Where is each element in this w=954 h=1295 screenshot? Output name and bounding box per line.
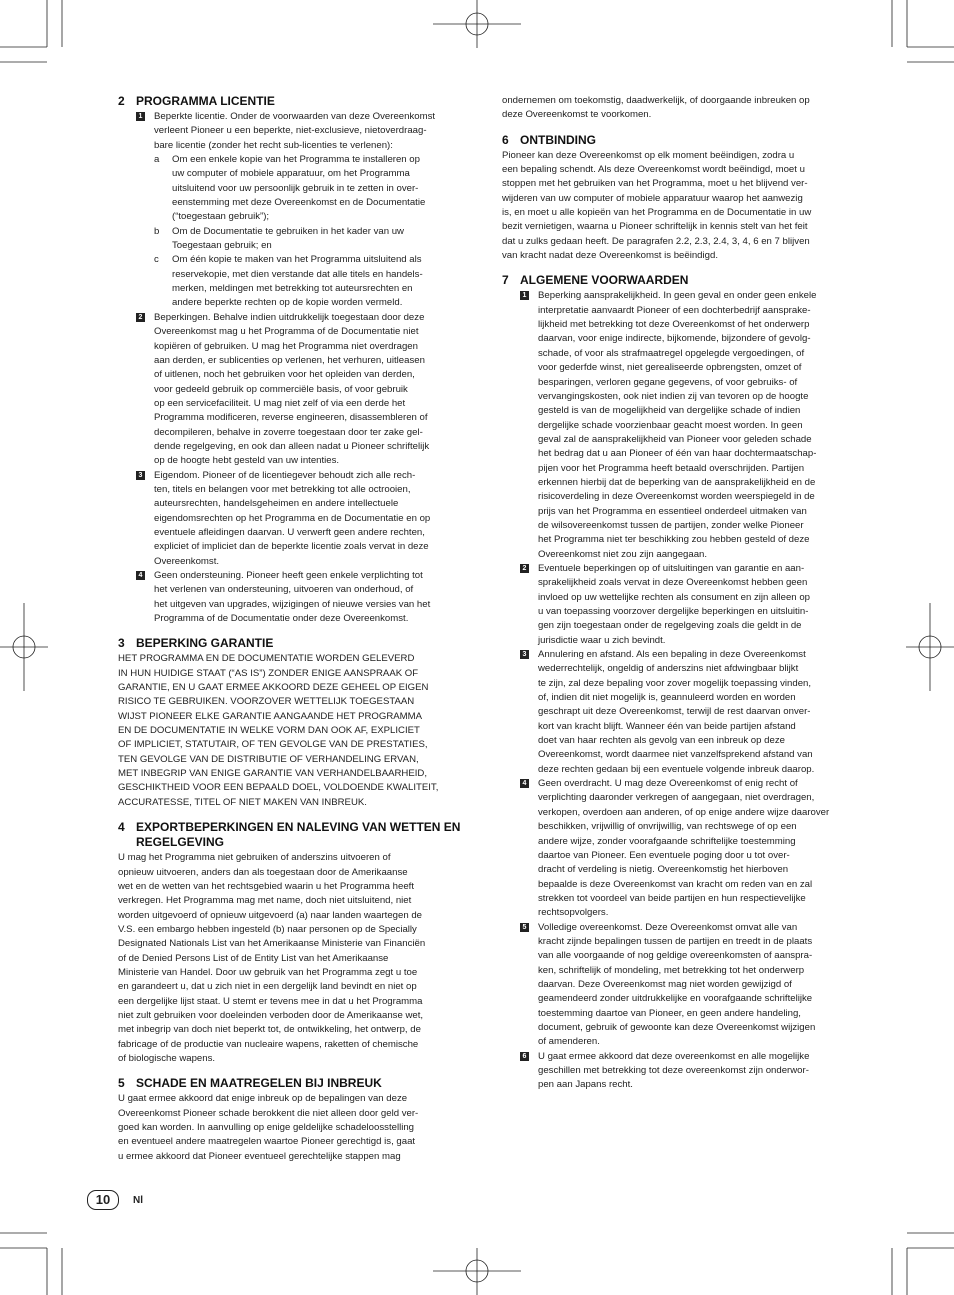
language-code: Nl — [133, 1194, 143, 1206]
clause-number-box: 2 — [520, 564, 529, 573]
section-heading — [118, 1076, 475, 1091]
clause-number-box: 3 — [136, 471, 145, 480]
section-heading — [118, 636, 475, 651]
section-body: U mag het Programma niet gebruiken of anderszins uitvoeren of opnieuw uitvoeren, anders dan als toegestaan door de Amerikaanse wet en de wetten van het rechtsgebied waarin u het Programma heeft verkregen. Het Programma mag met name, doch niet uitsluitend, niet worden uitgevoerd of opnieuw uitgevoerd (a) naar landen waartegen de V.S. een embargo hebben ingesteld (b) naar personen op de Specially Designated Nationals List van het Amerikaanse Ministerie van Financiën of de Denied Persons List of de Entity List van het Amerikaanse Ministerie van Handel. Door uw gebruik van het Programma zegt u toe en garandeert u, dat u zich niet in een dergelijk land bevindt en niet op een dergelijke lijst staat. U stemt er tevens mee in dat u het Programma niet zult gebruiken voor doeleinden verboden door de Amerikaanse wet, met inbegrip van doch niet beperkt tot, de ontwikkeling, het ontwerp, de fabricage of de productie van nucleaire wapens, raketten of chemische of biologische wapens. — [118, 852, 426, 1064]
section-heading — [118, 94, 475, 109]
section-number: 2 — [118, 94, 125, 108]
section-heading — [502, 273, 859, 288]
clause-text: Eigendom. Pioneer of de licentiegever behoudt zich alle rech- ten, titels en belangen voor met betrekking tot alle octrooien, auteursrechten, handelsgeheimen en andere intellectuele eigendomsrechten op het Programma en de Documentatie en op eventuele afleidingen daarvan. U verwerft geen andere rechten, expliciet of impliciet dan de beperkte licentie zoals vervat in deze Overeenkomst. — [154, 469, 431, 567]
section-beperking-garantie — [118, 636, 475, 810]
clause-item — [118, 569, 475, 626]
section-body: U gaat ermee akkoord dat enige inbreuk op de bepalingen van deze Overeenkomst Pioneer schade berokkent die niet alleen door geld ver- goed kan worden. In aanvulling op enige geldelijke schadeloosstelling en eventueel andere maatregelen waartoe Pioneer gerechtigd is, gaat u ermee akkoord dat Pioneer eventueel gerechtelijke stappen mag — [118, 1093, 419, 1162]
clause-number-box: 1 — [136, 112, 145, 121]
section-body: HET PROGRAMMA EN DE DOCUMENTATIE WORDEN GELEVERD IN HUN HUIDIGE STAAT (“AS IS”) ZONDER ENIGE AANSPRAAK OF GARANTIE, EN U GAAT ERMEE AKKOORD DEZE GEHEEL OP EIGEN RISICO TE GEBRUIKEN. VOORZOVER WETTELIJK TOEGESTAAN WIJST PIONEER ELKE GARANTIE AANGAANDE HET PROGRAMMA EN DE DOCUMENTATIE IN WELKE VORM DAN OOK AF, EXPLICIET OF IMPLICIET, STATUTAIR, OF TEN GEVOLGE VAN DE PRESTATIES, TEN GEVOLGE VAN DE DISTRIBUTIE OF VERHANDELING ERVAN, MET INBEGRIP VAN ENIGE GARANTIE VAN VERHANDELBAARHEID, GESCHIKTHEID VOOR EEN BEPAALD DOEL, VOLDOENDE KWALITEIT, ACCURATESSE, TITEL OF NIET MAKEN VAN INBREUK. — [118, 653, 439, 808]
clause-text: Annulering en afstand. Als een bepaling in deze Overeenkomst wederrechtelijk, ongeldig of anderszins niet afdwingbaar blijkt te zijn, zal deze bepaling voor zover mogelijk toepassing vinden, of, indien dit niet mogelijk is, geannuleerd worden en worden geschrapt uit deze Overeenkomst, terwijl de rest daarvan onver- kort van kracht blijft. Wanneer één van beide partijen afstand doet van haar rechten als gevolg van een inbreuk op deze Overeenkomst, wordt daarmee niet vanzelfsprekend afstand van deze rechten gedaan bij een eventuele volgende inbreuk daarop. — [538, 649, 815, 775]
sub-clause-text: Om de Documentatie te gebruiken in het kader van uw Toegestaan gebruik; en — [172, 225, 404, 252]
section-algemene-voorwaarden — [502, 273, 859, 1092]
clause-text: Geen overdracht. U mag deze Overeenkomst of enig recht of verplichting daaronder verkregen of aangegaan, niet overdragen, verkopen, overdoen aan anderen, of op enige andere wijze daarover beschikken, vrijwillig of onvrijwillig, van rechtswege of op een andere wijze, zonder voorafgaande schriftelijke toestemming daartoe van Pioneer. Een eventuele poging door u tot over- dracht of verdeling is nietig. Overeenkomstig het hierboven bepaalde is deze Overeenkomst van kracht om reden van en zal strekken tot voordeel van beide partijen en hun respectievelijke rechtsopvolgers. — [538, 778, 830, 919]
section-title: SCHADE EN MAATREGELEN BIJ INBREUK — [136, 1076, 382, 1091]
section-body: Pioneer kan deze Overeenkomst op elk moment beëindigen, zodra u een bepaling schendt. Als deze Overeenkomst wordt beëindigd, moet u stoppen met het gebruiken van het Programma, moet u het blijvend ver- wijderen van uw computer of mobiele apparatuur waarop het aanwezig is, en moet u alle kopieën van het Programma en de Documentatie in uw bezit vernietigen, waarna u Pioneer schriftelijk in kennis stelt van het feit dat u zulks gedaan heeft. De paragrafen 2.2, 2.3, 2.4, 3, 4, 6 en 7 blijven van kracht nadat deze Overeenkomst is beëindigd. — [502, 149, 812, 262]
sub-clause-letter: b — [154, 225, 160, 237]
clause-number-box: 3 — [520, 650, 529, 659]
section-schade — [118, 1076, 475, 1164]
section-number: 7 — [502, 273, 509, 288]
section-programma-licentie — [118, 94, 475, 626]
clause-item — [502, 648, 859, 777]
sub-clause — [154, 225, 475, 254]
clause-item — [502, 289, 859, 562]
clause-text: Eventuele beperkingen op of uitsluitingen van garantie en aan- sprakelijkheid zoals vervat in deze Overeenkomst hebben geen invloed op uw wettelijke rechten als consument en zijn alleen op u van toepassing voorzover dergelijke beperkingen en uitsluitin- gen zijn toegestaan onder de regelgeving zoals die geldt in de jurisdictie waar u zich bevindt. — [538, 562, 810, 646]
section-title: BEPERKING GARANTIE — [136, 636, 274, 651]
clause-item — [118, 469, 475, 569]
page-number: 10 — [87, 1190, 119, 1210]
clause-text: Beperking aansprakelijkheid. In geen geval en onder geen enkele interpretatie aanvaardt Pioneer of een dochterbedrijf aansprake- lijkheid met betrekking tot deze Overeenkomst of het onderwerp daarvan, voor enige indirecte, bijkomende, bijzondere of gevolg- schade, of voor als strafmaatregel opgelegde vergoedingen, of voor gederfde winst, niet gerealiseerde opbrengsten, omzet of besparingen, verloren gegane gegevens, of voor gebruiks- of vervangingskosten, ook niet indien zij van tevoren op de hoogte gesteld is van de mogelijkheid van dergelijke schade of indien dergelijke schade voorzienbaar geacht moest worden. In geen geval zal de aansprakelijkheid van Pioneer voor geleden schade het bedrag dat u aan Pioneer of één van haar dochtermaatschap- pijen voor het Programma heeft betaald overschrijden. Partijen erkennen hierbij dat de beperking van de aansprakelijkheid en de risicoverdeling in deze Overeenkomst worden weerspiegeld in de prijs van het Programma en essentieel onderdeel uitmaken van de wilsovereenkomst tussen de partijen, zonder welke Pioneer het Programma niet ter beschikking zou hebben gesteld of deze Overeenkomst niet zou zijn aangegaan. — [538, 290, 817, 560]
clause-number-box: 4 — [136, 571, 145, 580]
clause-text: Beperkingen. Behalve indien uitdrukkelijk toegestaan door deze Overeenkomst mag u het Programma of de Documentatie niet kopiëren of gebruiken. U mag het Programma niet overdragen aan derden, er sublicenties op verlenen, het verhuren, uitleasen of uitlenen, noch het gebruiken voor het opleiden van derden, voor gedeeld gebruik op commerciële basis, of voor gebruik op een servicefaciliteit. U mag niet zelf of via een derde het Programma modificeren, reverse engineeren, disassembleren of decompileren, behalve in zoverre toegestaan door ter zake gel- dende regelgeving, en ook dan alleen nadat u Pioneer schriftelijk op de hoogte hebt gesteld van uw intenties. — [154, 311, 430, 467]
sub-clause — [154, 253, 475, 310]
sub-clause-letter: a — [154, 154, 160, 166]
section-ontbinding — [502, 133, 859, 264]
section-title: PROGRAMMA LICENTIE — [136, 94, 275, 108]
section-number: 4 — [118, 820, 125, 835]
section-number: 3 — [118, 636, 125, 651]
clause-item — [118, 110, 475, 153]
clause-number-box: 2 — [136, 313, 145, 322]
clause-item — [502, 777, 859, 920]
section-title: ONTBINDING — [520, 132, 596, 147]
left-column — [118, 94, 475, 1174]
clause-text: Volledige overeenkomst. Deze Overeenkomst omvat alle van kracht zijnde bepalingen tussen de partijen en treedt in de plaats van alle voorgaande of nog geldige overeenkomsten of aanspra- ken, schriftelijk of mondeling, met betrekking tot het onderwerp daarvan. Deze Overeenkomst mag niet worden gewijzigd of geamendeerd zonder uitdrukkelijke en voorafgaande schriftelijke toestemming daartoe van Pioneer, en geen andere handeling, document, gebruik of gewoonte kan deze Overeenkomst wijzigen of amenderen. — [538, 921, 816, 1048]
clause-item — [502, 1050, 859, 1093]
section-number: 5 — [118, 1076, 125, 1091]
clause-number-box: 5 — [520, 923, 529, 932]
clause-text: Beperkte licentie. Onder de voorwaarden van deze Overeenkomst verleent Pioneer u een beperkte, niet-exclusieve, nietoverdraag- bare licentie (zonder het recht sub-licenties te verlenen): — [154, 111, 436, 151]
section-exportbeperkingen — [118, 820, 475, 1066]
section-title: ALGEMENE VOORWAARDEN — [520, 273, 689, 288]
section-title: EXPORTBEPERKINGEN EN NALEVING VAN WETTEN EN REGELGEVING — [136, 820, 461, 850]
section-heading — [502, 133, 859, 148]
continuation-text: ondernemen om toekomstig, daadwerkelijk, of doorgaande inbreuken op deze Overeenkomst te voorkomen. — [502, 95, 810, 121]
clause-number-box: 6 — [520, 1052, 529, 1061]
sub-clause-text: Om een enkele kopie van het Programma te installeren op uw computer of mobiele apparatuur, om het Programma uitsluitend voor uw persoonlijk gebruik in te zetten in over- eenstemming met deze Overeenkomst en de Documentatie (“toegestaan gebruik”); — [172, 154, 426, 223]
section-number: 6 — [502, 132, 509, 147]
clause-text: U gaat ermee akkoord dat deze overeenkomst en alle mogelijke geschillen met betrekking tot deze overeenkomst zijn onderwor- pen aan Japans recht. — [538, 1050, 810, 1091]
clause-item — [118, 311, 475, 469]
clause-text: Geen ondersteuning. Pioneer heeft geen enkele verplichting tot het verlenen van ondersteuning, uitvoeren van onderhoud, of het uitgeven van upgrades, wijzigingen of nieuwe versies van het Programma of de Documentatie onder deze Overeenkomst. — [154, 570, 431, 625]
sub-clause — [154, 153, 475, 225]
section-heading — [118, 820, 475, 850]
clause-number-box: 4 — [520, 779, 529, 788]
right-column — [502, 94, 859, 1103]
clause-number-box: 1 — [520, 291, 529, 300]
sub-clause-text: Om één kopie te maken van het Programma uitsluitend als reservekopie, met dien verstande dat alle titels en handels- merken, meldingen met betrekking tot auteursrechten en andere beperkte rechten op de kopie worden vermeld. — [172, 254, 423, 309]
sub-clause-letter: c — [154, 254, 159, 266]
clause-item — [502, 921, 859, 1050]
page-footer — [87, 1190, 143, 1210]
section-continuation — [502, 94, 859, 123]
clause-item — [502, 562, 859, 648]
